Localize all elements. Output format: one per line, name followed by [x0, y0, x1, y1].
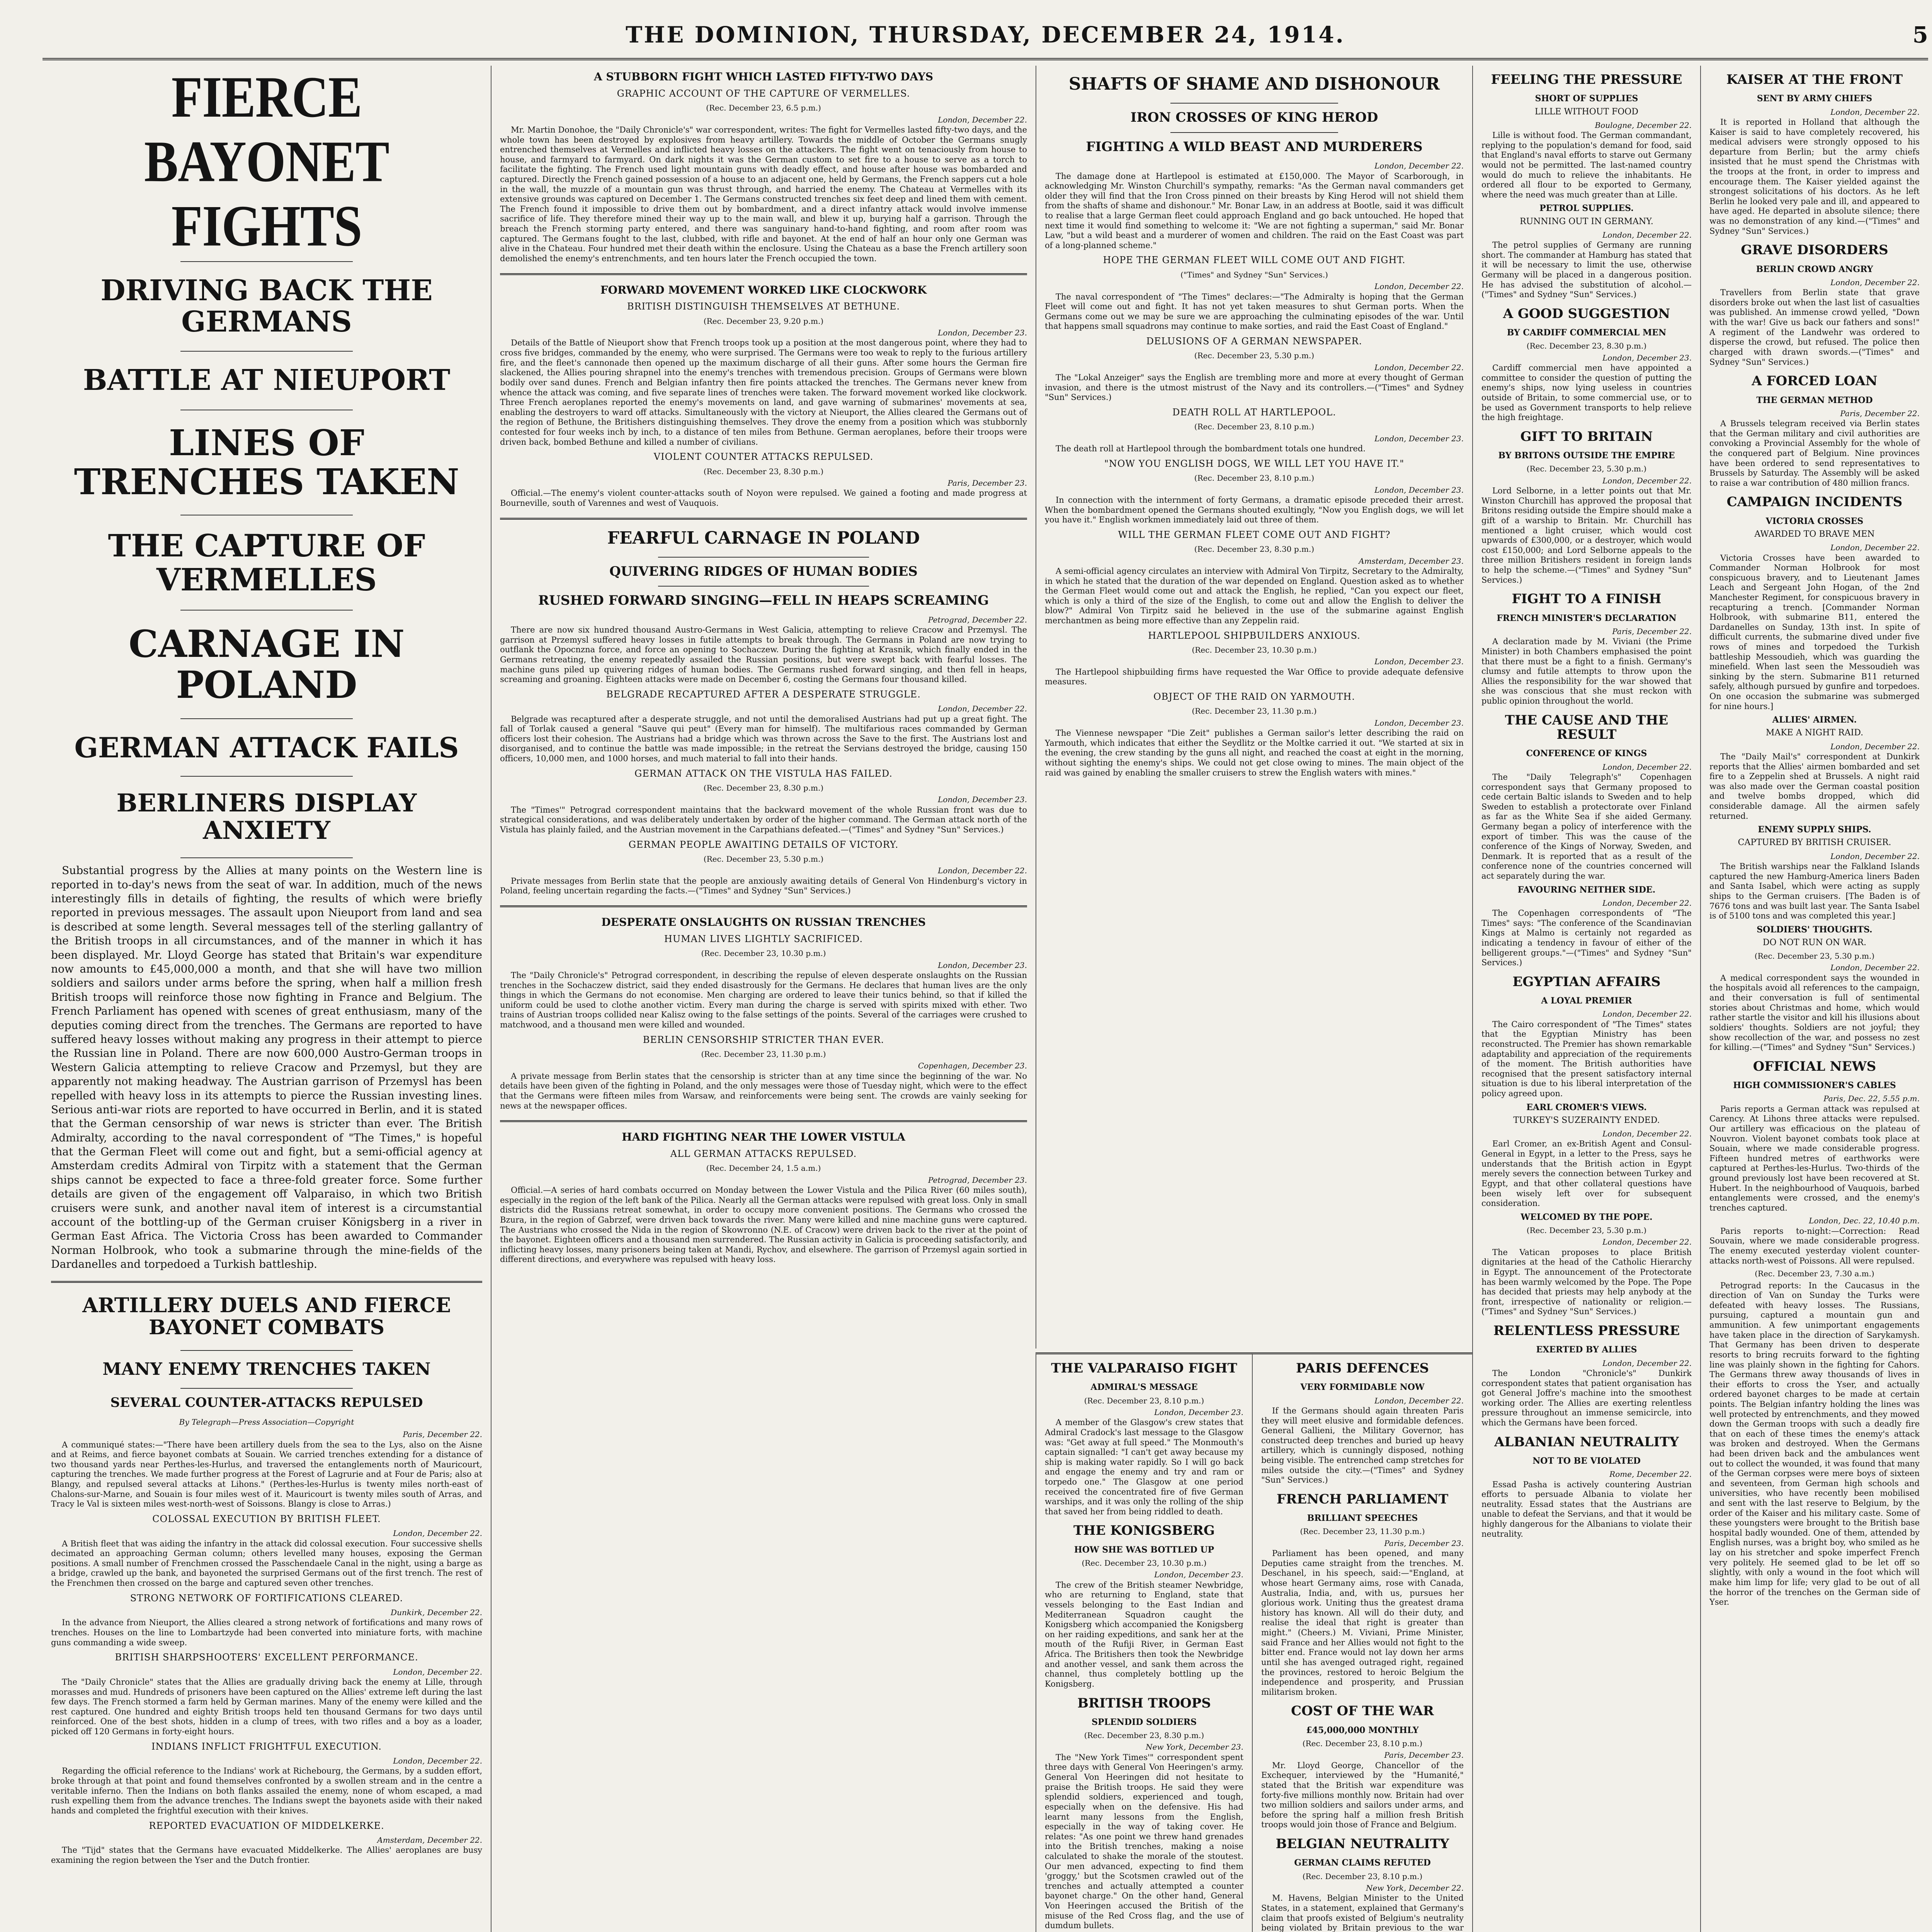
- section-subtitle: FRENCH MINISTER'S DECLARATION: [1497, 613, 1677, 623]
- dateline: London, December 22.: [1830, 742, 1920, 751]
- dateline: London, December 23.: [1154, 1407, 1243, 1417]
- column-3a: [1036, 1352, 1252, 1932]
- section-title: THE CAUSE AND THE RESULT: [1505, 712, 1668, 742]
- received-date: (Rec. December 23, 5.30 p.m.): [1754, 951, 1875, 961]
- divider: [180, 776, 353, 777]
- received-date: (Rec. December 23, 8.10 p.m.): [1302, 1738, 1423, 1748]
- section-title: OFFICIAL NEWS: [1753, 1058, 1876, 1074]
- article-body: The death roll at Hartlepool through the bombardment totals one hundred.: [1056, 444, 1366, 454]
- dateline: London, December 22.: [1602, 1237, 1692, 1247]
- received-date: (Rec. December 23, 11.30 p.m.): [1300, 1527, 1425, 1536]
- article-body: A semi-official agency circulates an interview with Admiral Von Tirpitz, Secretary to the Admiralty, in which he stated that the duration of the war depended on England. Question asked as to whether the German Fleet would come out and attack the English, he replied, "Can you expect our fleet, which is only a third of the size of the English, to come out and allow the English to deliver the blow?" Admiral Von Tirpitz said he believed in the use of the submarine against English merchantmen as being more effective than any Zeppelin raid.: [1045, 566, 1464, 626]
- section-title: "NOW YOU ENGLISH DOGS, WE WILL LET YOU HAVE IT.": [1104, 458, 1405, 469]
- section-title: HARTLEPOOL SHIPBUILDERS ANXIOUS.: [1148, 630, 1361, 641]
- section-subtitle: VICTORIA CROSSES: [1765, 516, 1864, 526]
- article-body: Parliament has been opened, and many Deputies came straight from the trenches. M. Deschanel, in his speech, said:—"England, at whose heart Germany aims, rose with Canada, Australia, India, and, with us, pursues her glorious work. Uniting thus the greatest drama history has known. All will do their duty, and realise the ideal that right is greater than might." (Cheers.) M. Viviani, Prime Minister, said France and her Allies would not fight to the bitter end. France would not lay down her arms until she has avenged outraged right, regained the provinces, restored to heroic Belgium the independence and prosperity, and Prussian militarism broken.: [1261, 1549, 1464, 1697]
- section-title: PETROL SUPPLIES.: [1539, 203, 1634, 214]
- dateline: London, December 22.: [393, 1529, 482, 1538]
- section-title: BRITISH SHARPSHOOTERS' EXCELLENT PERFORMANCE.: [115, 1652, 418, 1663]
- received-date: (Rec. December 23, 8.10 p.m.): [1302, 1871, 1423, 1881]
- headline: ARTILLERY DUELS AND FIERCE BAYONET COMBATS: [82, 1293, 451, 1339]
- headline: THE CAPTURE OF VERMELLES: [108, 527, 425, 598]
- page-number: 5: [1912, 21, 1928, 48]
- column-2: [491, 66, 1036, 1932]
- section-title: STRONG NETWORK OF FORTIFICATIONS CLEARED.: [130, 1592, 403, 1604]
- section-title: OBJECT OF THE RAID ON YARMOUTH.: [1153, 691, 1355, 702]
- section-title: COST OF THE WAR: [1291, 1703, 1434, 1719]
- byline: By Telegraph—Press Association—Copyright: [179, 1417, 354, 1427]
- article-body: Mr. Lloyd George, Chancellor of the Exchequer, interviewed by the "Humanité," stated that the British war expenditure was forty-five millions monthly now. Britain had over two million soldiers and sailors under arms, and before the spring half a million fresh British troops would join those of France and Belgium.: [1261, 1760, 1464, 1830]
- section-subtitle: HUMAN LIVES LIGHTLY SACRIFICED.: [664, 933, 863, 944]
- dateline: Petrograd, December 23.: [928, 1175, 1027, 1185]
- section-subtitle: RUNNING OUT IN GERMANY.: [1520, 216, 1653, 226]
- article-body: Details of the Battle of Nieuport show that French troops took up a position at the most dangerous point, where they had to cross five bridges, commanded by the enemy, who were surprised. The Germans were too weak to reply to the furious artillery fire, and the fleet's cannonade then opened up the maximum discharge of all their guns. After some hours the German fire slackened, the Allies pouring shrapnel into the enemy's trenches with tremendous precision. Groups of Germans were blown bodily over sand dunes. French and Belgian infantry then fire points attacked the trenches. The Germans never knew from whence the attack was coming, and five separate lines of trenches were taken. The forward movement worked like clockwork. Three French aeroplanes reported the enemy's movements on land, and gave warning of submarines' movements at sea, enabling the destroyers to ward off attacks. Simultaneously with the victory at Nieuport, the Allies cleared the Germans out of the region of Bethune, the Britishers distinguishing themselves. They drove the enemy from a position which was stubbornly contested for four weeks inch by inch, to a distance of ten miles from Bethune. German aeroplanes, before their troops were driven back, bombed Bethune and killed a number of civilians.: [500, 338, 1027, 447]
- article-body: A declaration made by M. Viviani (the Prime Minister) in both Chambers emphasised the point that there must be a fight to a finish. Germany's clumsy and futile attempts to throw upon the Allies the responsibility for the war showed that she was conscious that she must reckon with public opinion throughout the world.: [1481, 637, 1692, 706]
- dateline: London, December 22.: [1374, 362, 1464, 372]
- section-title: HOPE THE GERMAN FLEET WILL COME OUT AND FIGHT.: [1103, 255, 1406, 266]
- article-body: The "Tijd" states that the Germans have evacuated Middelkerke. The Allies' aeroplanes are busy examining the region between the Yser and the Dutch frontier.: [51, 1845, 482, 1865]
- section-subtitle: HOW SHE WAS BOTTLED UP: [1074, 1544, 1214, 1555]
- article-body: In connection with the internment of forty Germans, a dramatic episode preceded their arrest. When the bombardment opened the Germans shouted exultingly, "Now you English dogs, we will let you have it." English workmen immediately laid out three of them.: [1045, 495, 1464, 525]
- dateline: London, December 22.: [1602, 762, 1692, 772]
- headline: BATTLE AT NIEUPORT: [83, 364, 451, 397]
- section-title: WILL THE GERMAN FLEET COME OUT AND FIGHT?: [1118, 529, 1391, 540]
- article-body: The crew of the British steamer Newbridge, who are returning to England, state that vessels belonging to the East Indian and Mediterranean Squadron caught the Konigsberg which accompanied the Konigsberg on her raiding expeditions, and sank her at the mouth of the Rufiji River, in German East Africa. The Britishers then took the Newbridge and another vessel, and sank them across the channel, thus completely bottling up the Konigsberg.: [1045, 1580, 1243, 1689]
- dateline: London, December 23.: [1374, 434, 1464, 443]
- section-title: INDIANS INFLICT FRIGHTFUL EXECUTION.: [151, 1741, 382, 1752]
- dateline: London, December 23.: [1154, 1570, 1243, 1580]
- section-subtitle: ADMIRAL'S MESSAGE: [1090, 1382, 1198, 1393]
- section-subtitle: SENT BY ARMY CHIEFS: [1757, 94, 1872, 104]
- article-body: The British warships near the Falkland Islands captured the new Hamburg-America liners Baden and Santa Isabel, which were acting as supply ships to the German cruisers. [The Baden is of 7676 tons and was built last year. The Santa Isabel is of 5100 tons and was completed this year.]: [1709, 862, 1920, 921]
- section-subtitle: BY BRITONS OUTSIDE THE EMPIRE: [1498, 451, 1675, 461]
- article-body: Travellers from Berlin state that grave disorders broke out when the last list of casualties was published. An immense crowd yelled, "Down with the war! Give us back our fathers and sons!" A regiment of the Landwehr was ordered to disperse the crowd, but refused. The police then charged with drawn swords.—("Times" and Sydney "Sun" Services.): [1709, 288, 1920, 367]
- dateline: London, December 22.: [938, 115, 1027, 124]
- article-body: It is reported in Holland that although the Kaiser is said to have completely recovered, his medical advisers were strongly opposed to his departure from Berlin; but the army chiefs insisted that he must spend the Christmas with the troops at the front, in order to impress and encourage them. The Kaiser yielded against the strongest solicitations of his doctors. As he left Berlin he looked very pale and ill, and appeared to have aged. He departed in absolute silence; there was no demonstration of any kind.—("Times" and Sydney "Sun" Services.): [1709, 117, 1920, 236]
- dateline: London, December 22.: [1374, 1396, 1464, 1405]
- dateline: London, December 22.: [1374, 161, 1464, 171]
- article-body: Victoria Crosses have been awarded to Commander Norman Holbrook for most conspicuous bravery, and to Lieutenant James Leach and Sergeant John Hogan, of the 2nd Manchester Regiment, for conspicuous bravery in recapturing a trench. [Commander Norman Holbrook, with submarine B11, entered the Dardanelles on Sunday, 13th inst. In spite of difficult currents, the submarine dived under five rows of mines and torpedoed the Turkish battleship Messoudieh, which was guarding the minefield. When last seen the Messoudieh was sinking by the stern. Submarine B11 returned safely, although pursued by gunfire and torpedoes. On one occasion the submarine was submerged for nine hours.]: [1709, 553, 1920, 711]
- newspaper-page: [43, 66, 1928, 1932]
- received-date: (Rec. December 23, 11.30 p.m.): [701, 1049, 826, 1059]
- article-body: The "Lokal Anzeiger" says the English are trembling more and more at every thought of German invasion, and there is the utmost mistrust of the Navy and its controllers.—("Times" and Sydney "Sun" Services.): [1045, 373, 1464, 402]
- section-title: SOLDIERS' THOUGHTS.: [1757, 924, 1872, 935]
- section-subtitle: EXERTED BY ALLIES: [1536, 1345, 1637, 1355]
- dateline: London, December 22.: [1830, 543, 1920, 553]
- section-subtitle: THE GERMAN METHOD: [1756, 395, 1873, 405]
- article-body: Petrograd reports: In the Caucasus in the direction of Van on Sunday the Turks were defeated with heavy losses. The Russians, pursuing, captured a mountain gun and ammunition. A few unimportant engagements have taken place in the direction of Sarykamysh. That Germany has been driven to desperate resorts to bring recruits forward to the fighting line was plainly shown in the fighting for Cahors. The Germans threw away thousands of lives in their efforts to cross the Yser, and actually ordered bayonet charges to be made at certain points. The Belgian infantry holding the lines was well protected by entrenchments, and they mowed down the German troops with such a deadly fire that on each of these times the enemy's attack was broken and destroyed. When the Germans had been driven back and the ambulances went out to collect the wounded, it was found that many of the German corpses were mere boys of sixteen and seventeen, from German high schools and universities, who have recently been mobilised and sent with the last reserve to Belgium, by the order of the Kaiser and his military caste. Some of these youngsters were brought to the British base hospital badly wounded. One of them, attended by English nurses, was a bright boy, who smiled as he lay on his stretcher and spoke imperfect French very politely. He seemed glad to be let off so slightly, with only a wound in the foot which will make him limp for life; very glad to be out of all the horror of the trenches on the German side of Yser.: [1709, 1281, 1920, 1607]
- section-title: BERLIN CENSORSHIP STRICTER THAN EVER.: [643, 1034, 884, 1045]
- section-subtitle: SHORT OF SUPPLIES: [1535, 94, 1638, 104]
- dateline: Rome, December 22.: [1609, 1469, 1692, 1479]
- received-date: (Rec. December 23, 9.20 p.m.): [703, 316, 824, 326]
- section-subtitle: LILLE WITHOUT FOOD: [1535, 107, 1638, 117]
- section-title: FRENCH PARLIAMENT: [1276, 1491, 1449, 1507]
- section-subtitle: DO NOT RUN ON WAR.: [1762, 937, 1867, 947]
- column-3b: [1252, 1352, 1472, 1932]
- dateline: Copenhagen, December 23.: [918, 1061, 1027, 1071]
- article-body: Cardiff commercial men have appointed a committee to consider the question of putting the enemy's ships, now lying useless in countries outside of Britain, to some commercial use, or to be used as Government transports to help relieve the high freightage.: [1481, 363, 1692, 422]
- section-title: FIGHT TO A FINISH: [1512, 591, 1662, 607]
- article-body: Lille is without food. The German commandant, replying to the population's demand for food, said that England's naval efforts to starve out Germany would not be permitted. The last-named country would do much to relieve the inhabitants. He ordered all flour to be exported to Germany, where the need was much greater than at Lille.: [1481, 131, 1692, 199]
- section-subtitle: VERY FORMIDABLE NOW: [1300, 1382, 1425, 1393]
- dateline: Paris, December 23.: [1384, 1538, 1464, 1548]
- section-title: REPORTED EVACUATION OF MIDDELKERKE.: [149, 1820, 384, 1831]
- column-3: [1036, 66, 1472, 1349]
- dateline: London, December 23.: [1374, 485, 1464, 495]
- masthead: [43, 12, 1928, 60]
- article-body: The London "Chronicle's" Dunkirk correspondent states that patient organisation has got General Joffre's machine into the smoothest working order. The Allies are exerting relentless pressure throughout an immense semicircle, into which the Germans have been forced.: [1481, 1368, 1692, 1427]
- article-body: The "Daily Chronicle" states that the Allies are gradually driving back the enemy at Lille, through morasses and mud. Hundreds of prisoners have been captured on the Allies' extreme left during the last few days. The French stormed a farm held by German marines. Many of the enemy were killed and the rest captured. One hundred and eighty British troops held ten thousand Germans for two days until reinforced. One of the best shots, hidden in a clump of trees, with two rifles and a boy as a loader, picked off 120 Germans in forty-eight hours.: [51, 1677, 482, 1736]
- section-subtitle: HIGH COMMISSIONER'S CABLES: [1733, 1080, 1896, 1091]
- headline: CARNAGE IN POLAND: [128, 622, 405, 707]
- section-title: GIFT TO BRITAIN: [1520, 429, 1653, 444]
- section-title: ENEMY SUPPLY SHIPS.: [1758, 825, 1871, 835]
- divider: [180, 1388, 353, 1389]
- article-body: Belgrade was recaptured after a desperate struggle, and not until the demoralised Austrians had put up a great fight. The fall of Torlak caused a general "Sauve qui peut" (Every man for himself). The multifarious races commanded by German officers lost their cohesion. The Austrians had a bridge which was thrown across the Save to the first. The Austrians lost and disorganised, and to continue the battle was made impossible; in the retreat the Servians destroyed the bridge, causing 150 officers, 10,000 men, and 1000 horses, and much material to fall into their hands.: [500, 714, 1027, 763]
- dateline: London, December 22.: [1602, 1129, 1692, 1139]
- section-subtitle: CONFERENCE OF KINGS: [1526, 748, 1647, 759]
- received-date: (Rec. December 23, 5.30 p.m.): [1526, 1225, 1647, 1235]
- section-subtitle: A LOYAL PREMIER: [1541, 996, 1632, 1006]
- dateline: London, December 23.: [938, 795, 1027, 804]
- section-subtitle: NOT TO BE VIOLATED: [1532, 1456, 1641, 1466]
- dateline: Amsterdam, December 23.: [1359, 556, 1464, 566]
- received-date: (Rec. December 24, 1.5 a.m.): [706, 1163, 821, 1173]
- headline: DRIVING BACK THE GERMANS: [100, 274, 433, 338]
- article-body: The Copenhagen correspondents of "The Times" says: "The conference of the Scandinavian Kings at Malmo is certainly not regarded as indicating a tendency in favour of either of the belligerent groups."—("Times" and Sydney "Sun" Services.): [1481, 908, 1692, 968]
- dateline: London, December 22.: [1830, 963, 1920, 973]
- section-title: EGYPTIAN AFFAIRS: [1512, 974, 1661, 990]
- section-title: BELGIAN NEUTRALITY: [1276, 1836, 1449, 1852]
- headline: GERMAN ATTACK FAILS: [74, 731, 459, 764]
- divider: [180, 351, 353, 352]
- section-title: A STUBBORN FIGHT WHICH LASTED FIFTY-TWO DAYS: [594, 70, 934, 83]
- article-body: Paris reports a German attack was repulsed at Carency. At Lihons three attacks were repulsed. Our artillery was efficacious on the plateau of Nouvron. Violent bayonet combats took place at Souain, where we made considerable progress. Fifteen hundred metres of earthworks were captured at Perthes-les-Hurlus. Two-thirds of the ground previously lost have been recovered at St. Hubert. In the neighbourhood of Vauquois, barbed entanglements were crossed, and the enemy's trenches captured.: [1709, 1104, 1920, 1213]
- masthead-title: THE DOMINION, THURSDAY, DECEMBER 24, 1914.: [626, 21, 1345, 48]
- section-title: FORWARD MOVEMENT WORKED LIKE CLOCKWORK: [600, 283, 927, 296]
- received-date: ("Times" and Sydney "Sun" Services.): [1180, 270, 1328, 279]
- received-date: (Rec. December 23, 11.30 p.m.): [1192, 706, 1317, 716]
- article-body: The "Daily Telegraph's" Copenhagen correspondent says that Germany proposed to cede certain Baltic islands to Sweden and to help Sweden to establish a protectorate over Finland as far as the White Sea if she aided Germany. Germany began a policy of interference with the export of timber. This was the cause of the conference of the Kings of Norway, Sweden, and Denmark. It is reported that as a result of the conference none of the countries concerned will act separately during the war.: [1481, 772, 1692, 881]
- dateline: London, December 22.: [1830, 277, 1920, 287]
- article-body: Private messages from Berlin state that the people are anxiously awaiting details of General Von Hindenburg's victory in Poland, feeling uncertain regarding the facts.—("Times" and Sydney "Sun" Services.): [500, 876, 1027, 896]
- received-date: (Rec. December 23, 8.30 p.m.): [1084, 1731, 1204, 1740]
- headline: RUSHED FORWARD SINGING—FELL IN HEAPS SCREAMING: [538, 593, 989, 609]
- article-body: The damage done at Hartlepool is estimated at £150,000. The Mayor of Scarborough, in acknowledging Mr. Winston Churchill's sympathy, remarks: "As the German naval commanders get older they will find that the Iron Cross pinned on their breasts by King Herod will not shield them from the shafts of shame and dishonour." Mr. Bonar Law, in an address at Bootle, said it was difficult to realise that a large German fleet could approach England and go back untouched. He hoped that next time it would find something to welcome it: "We are not fighting a superman," said Mr. Bonar Law, "but a wild beast and a murderer of women and children. The raid on the East Coast was part of a long-planned scheme.": [1045, 171, 1464, 250]
- received-date: (Rec. December 23, 8.10 p.m.): [1194, 422, 1315, 432]
- section-subtitle: TURKEY'S SUZERAINTY ENDED.: [1513, 1115, 1660, 1125]
- divider: [1170, 132, 1338, 133]
- dateline: London, December 23.: [938, 960, 1027, 970]
- article-body: The Vatican proposes to place British dignitaries at the head of the Catholic Hierarchy in Egypt. The announcement of the Protectorate has been warmly welcomed by the Pope. The Pope has decided that priests may help anybody at the front, irrespective of nationality or religion.—("Times" and Sydney "Sun" Services.): [1481, 1247, 1692, 1316]
- headline-main: FIERCE BAYONET FIGHTS: [144, 66, 389, 259]
- article-body: The "Daily Mail's" correspondent at Dunkirk reports that the Allies' airmen bombarded and set fire to a Zeppelin shed at Brussels. A night raid was also made over the German coastal position and twelve bombs dropped, which did considerable damage. All the airmen safely returned.: [1709, 752, 1920, 821]
- article-body: Mr. Martin Donohoe, the "Daily Chronicle's" war correspondent, writes: The fight for Vermelles lasted fifty-two days, and the whole town has been destroyed by explosives from heavy artillery. Towards the middle of October the Germans snugly entrenched themselves at Vermelles and inflicted heavy losses on the attackers. The fight went on tenaciously from house to house, and farmyard to farmyard. On dark nights it was the German custom to set fire to a house to serve as a torch to facilitate the fighting. The French used light mountain guns with deadly effect, and house after house was bombarded and captured. Directly the French gained possession of a house to an adjacent one, held by Germans, the French sappers cut a hole in the wall, the muzzle of a mountain gun was thrust through, and harried the enemy. The Chateau at Vermelles with its extensive grounds was captured on December 1. The Germans constructed trenches six feet deep and lined them with cement. The French found it impossible to drive them out by bombardment, and a direct infantry attack would involve immense sacrifice of life. They therefore mined their way up to the main wall, and blew it up, burying half a garrison. Through the breach the French storming party entered, and there was sanguinary hand-to-hand fighting, and room after room was captured. The Germans fought to the last, clubbed, with rifle and bayonet. At the end of half an hour only one German was alive in the Chateau. Four hundred met their death within the enclosure. Using the Chateau as a base the French artillery soon demolished the enemy's entrenchments, and ten hours later the French occupied the town.: [500, 125, 1027, 263]
- section-subtitle: £45,000,000 MONTHLY: [1306, 1725, 1419, 1735]
- dateline: London, December 23.: [1374, 718, 1464, 728]
- dateline: London, December 22.: [938, 704, 1027, 714]
- divider: [658, 557, 869, 558]
- section-title: VIOLENT COUNTER ATTACKS REPULSED.: [653, 451, 874, 463]
- received-date: (Rec. December 23, 8.10 p.m.): [1194, 473, 1315, 483]
- section-title: DESPERATE ONSLAUGHTS ON RUSSIAN TRENCHES: [601, 916, 926, 929]
- headline: IRON CROSSES OF KING HEROD: [1130, 110, 1378, 126]
- section-subtitle: AWARDED TO BRAVE MEN: [1754, 529, 1875, 539]
- divider: [180, 718, 353, 719]
- article-body: The "Times'" Petrograd correspondent maintains that the backward movement of the whole Russian front was due to strategical considerations, and was deliberately undertaken by order of the higher command. The German attack north of the Vistula has plainly failed, and the Austrian movement in the Carpathians defeated.—("Times" and Sydney "Sun" Services.): [500, 805, 1027, 834]
- article-body: The Viennese newspaper "Die Zeit" publishes a German sailor's letter describing the raid on Yarmouth, which indicates that either the Seydlitz or the Moltke carried it out. "We started at six in the evening, the crew standing by the guns all night, and reached the coast at eight in the morning, without sighting the enemy's ships. We could not get close owing to mines. The main object of the raid was gained by enabling the smaller cruisers to strew the English waters with mines.": [1045, 728, 1464, 777]
- headline: BERLINERS DISPLAY ANXIETY: [116, 789, 417, 845]
- dateline: London, December 22.: [393, 1756, 482, 1766]
- dateline: New York, December 22.: [1366, 1883, 1464, 1893]
- dateline: London, December 22.: [1830, 107, 1920, 117]
- section-title: BRITISH TROOPS: [1077, 1695, 1211, 1711]
- dateline: London, December 22.: [1602, 1009, 1692, 1019]
- section-subtitle: BERLIN CROWD ANGRY: [1756, 264, 1873, 274]
- article-body: M. Havens, Belgian Minister to the United States, in a statement, explained that Germany's claim that proofs existed of Belgium's neutrality being violated by Britain previous to the war: [1261, 1893, 1464, 1932]
- dateline: London, December 22.: [393, 1667, 482, 1677]
- section-title: FEELING THE PRESSURE: [1491, 72, 1682, 87]
- article-body: Lord Selborne, in a letter points out that Mr. Winston Churchill has approved the proposal that Britons residing outside the Empire should make a gift of a warship to Britain. Mr. Churchill has mentioned a light cruiser, which would cost upwards of £300,000, or a destroyer, which would cost £150,000; and Lord Selborne appeals to the three million Britishers resident in foreign lands to help the scheme.—("Times" and Sydney "Sun" Services.): [1481, 486, 1692, 585]
- article-body: Earl Cromer, an ex-British Agent and Consul-General in Egypt, in a letter to the Press, says he understands that the British action in Egypt merely severs the connection between Turkey and Egypt, and that other collateral questions have been wisely left over for subsequent consideration.: [1481, 1139, 1692, 1208]
- article-body: A medical correspondent says the wounded in the hospitals avoid all references to the campaign, and their conversation is full of sentimental stories about Christmas and home, which would rather startle the visitor and kill his illusions about soldiers' thoughts. Soldiers are not joyful; they show recollection of the war, and possess no zest for killing.—("Times" and Sydney "Sun" Services.): [1709, 973, 1920, 1052]
- section-title: DEATH ROLL AT HARTLEPOOL.: [1172, 407, 1336, 418]
- headline: LINES OF TRENCHES TAKEN: [74, 422, 459, 503]
- article-body: If the Germans should again threaten Paris they will meet elusive and formidable defences. General Gallieni, the Military Governor, has constructed deep trenches and buried up heavy artillery, which is cunningly disposed, nothing being visible. The entrenched camp stretches for miles outside the city.—("Times" and Sydney "Sun" Services.): [1261, 1406, 1464, 1485]
- article-body: The petrol supplies of Germany are running short. The commander at Hamburg has stated that it will be necessary to limit the use, otherwise Germany will be placed in a dangerous position. He has advised the substitution of alcohol.—("Times" and Sydney "Sun" Services.): [1481, 240, 1692, 299]
- section-subtitle: BY CARDIFF COMMERCIAL MEN: [1507, 328, 1667, 338]
- section-title: WELCOMED BY THE POPE.: [1520, 1212, 1653, 1222]
- dateline: London, December 22.: [1602, 230, 1692, 240]
- column-4: [1472, 66, 1700, 1932]
- section-title: DELUSIONS OF A GERMAN NEWSPAPER.: [1146, 336, 1362, 347]
- received-date: (Rec. December 23, 6.5 p.m.): [706, 103, 821, 113]
- lead-paragraph: Substantial progress by the Allies at many points on the Western line is reported in to-day's news from the seat of war. In addition, much of the news interestingly fills in details of fighting, the results of which were briefly reported in previous messages. The assault upon Nieuport from land and sea is described at some length. Several messages tell of the sterling gallantry of the British troops in all circumstances, and of the manner in which it has been displayed. Mr. Lloyd George has stated that Britain's war expenditure now amounts to £45,000,000 a month, and that she will have two million soldiers and sailors under arms before the spring, when half a million fresh British troops will reinforce those now fighting in France and Belgium. The French Parliament has opened with scenes of great enthusiasm, many of the deputies coming direct from the trenches. The Germans are reported to have suffered heavy losses without making any progress in their attempt to pierce the Russian line in Poland. There are now 600,000 Austro-German troops in Western Galicia attempting to relieve Cracow and Przemysl, but they are apparently not making headway. The Austrian garrison of Przemysl has been repelled with heavy loss in its attempts to pierce the Russian investing lines. Serious anti-war riots are reported to have occurred in Berlin, and it is stated that the German censorship of war news is stricter than ever. The British Admiralty, according to the naval correspondent of "The Times," is hopeful that the German Fleet will come out and fight, but a semi-official agency at Amsterdam credits Admiral von Tirpitz with a statement that the German ships cannot be expected to face a three-fold greater force. Some further details are given of the engagement off Valparaiso, in which two British cruisers were sunk, and another naval item of interest is a circumstantial account of the bottling-up of the German cruiser Königsberg in a river in German East Africa. The Victoria Cross has been awarded to Commander Norman Holbrook, who took a submarine through the mine-fields of the Dardanelles and torpedoed a Turkish battleship.: [51, 864, 482, 1271]
- received-date: (Rec. December 23, 8.30 p.m.): [1194, 544, 1315, 554]
- headline: MANY ENEMY TRENCHES TAKEN: [102, 1359, 431, 1379]
- dateline: Paris, December 23.: [1384, 1750, 1464, 1760]
- section-subtitle: GERMAN CLAIMS REFUTED: [1294, 1858, 1431, 1868]
- dateline: London, December 22.: [1374, 282, 1464, 291]
- received-date: (Rec. December 23, 8.30 p.m.): [703, 466, 824, 476]
- divider: [1170, 103, 1338, 104]
- dateline: Paris, December 22.: [403, 1430, 482, 1439]
- section-title: RELENTLESS PRESSURE: [1493, 1323, 1680, 1338]
- lead-summary: [51, 864, 482, 1271]
- article-body: The "Daily Chronicle's" Petrograd correspondent, in describing the repulse of eleven desperate onslaughts on the Russian trenches in the Sochaczew district, said they ended disastrously for the Germans. He declares that human lives are the only things in which the Germans do not economise. Men charging are ordered to leave their tunics behind, so that if killed the uniform could be used to clothe another victim. Every man during the charge is served with spirits mixed with ether. Two trains of Austrian troops collided near Kalisz owing to the false settings of the points. Several of the carriages were crushed to matchwood, and a thousand men were killed and wounded.: [500, 970, 1027, 1030]
- article-body: The Hartlepool shipbuilding firms have requested the War Office to provide adequate defensive measures.: [1045, 667, 1464, 687]
- section-title: GRAVE DISORDERS: [1741, 242, 1888, 258]
- section-title: FAVOURING NEITHER SIDE.: [1517, 884, 1656, 895]
- received-date: (Rec. December 23, 10.30 p.m.): [1192, 645, 1317, 655]
- section-subtitle: BRITISH DISTINGUISH THEMSELVES AT BETHUNE.: [627, 301, 900, 312]
- headline: QUIVERING RIDGES OF HUMAN BODIES: [609, 563, 918, 579]
- received-date: (Rec. December 23, 5.30 p.m.): [703, 854, 824, 864]
- article-body: The naval correspondent of "The Times" declares:—"The Admiralty is hoping that the German Fleet will come out and fight. It has not yet taken measures to shut German ports. When the Germans come out we may be sure we are approaching the culminating episodes of the war. Until that happens small squadrons may continue to make sorties, and raid the East Coast of England.": [1045, 292, 1464, 331]
- dateline: Amsterdam, December 22.: [377, 1835, 482, 1845]
- received-date: (Rec. December 23, 10.30 p.m.): [701, 949, 826, 958]
- received-date: (Rec. December 23, 8.30 p.m.): [1526, 341, 1647, 351]
- double-rule: [500, 905, 1027, 907]
- divider: [658, 586, 869, 587]
- dateline: London, December 22.: [938, 866, 1027, 876]
- section-title: KAISER AT THE FRONT: [1726, 72, 1903, 87]
- section-title: GERMAN ATTACK ON THE VISTULA HAS FAILED.: [634, 768, 893, 779]
- received-date: (Rec. December 23, 5.30 p.m.): [1194, 351, 1315, 361]
- divider: [180, 1350, 353, 1351]
- received-date: (Rec. December 23, 8.30 p.m.): [703, 783, 824, 793]
- section-title: COLOSSAL EXECUTION BY BRITISH FLEET.: [152, 1513, 381, 1524]
- double-rule: [500, 1120, 1027, 1122]
- dateline: London, December 23.: [1374, 657, 1464, 667]
- section-title: GERMAN PEOPLE AWAITING DETAILS OF VICTORY.: [628, 839, 899, 850]
- divider: [180, 610, 353, 611]
- section-title: BELGRADE RECAPTURED AFTER A DESPERATE STRUGGLE.: [606, 689, 921, 700]
- dateline: London, December 22.: [1602, 898, 1692, 908]
- dateline: London, Dec. 22, 10.40 p.m.: [1809, 1216, 1920, 1226]
- dateline: Dunkirk, December 22.: [391, 1608, 482, 1617]
- section-subtitle: SPLENDID SOLDIERS: [1092, 1717, 1197, 1727]
- article-body: Essad Pasha is actively countering Austrian efforts to persuade Albania to violate her neutrality. Essad states that the Austrians are unable to defeat the Servians, and that it would be highly dangerous for the Albanians to violate their neutrality.: [1481, 1480, 1692, 1539]
- article-body: In the advance from Nieuport, the Allies cleared a strong network of fortifications and many rows of trenches. Houses on the line to Lombartzyde had been converted into miniature forts, with machine guns commanding a wide sweep.: [51, 1618, 482, 1647]
- article-body: The "New York Times'" correspondent spent three days with General Von Heeringen's army. General Von Heeringen did not hesitate to praise the British troops. He said they were splendid soldiers, experienced and tough, especially when on the defensive. His had learnt many lessons from the English, especially in the way of taking cover. He relates: "As one point we threw hand grenades into the British trenches, making a noise calculated to shake the morale of the stoutest. Our men advanced, expecting to find them 'groggy,' but the Scotsmen crawled out of the trenches and actually attempted a counter bayonet charge." On the other hand, General Von Heeringen accused the British of the misuse of the Red Cross flag, and the use of dumdum bullets.: [1045, 1752, 1243, 1930]
- dateline: Boulogne, December 22.: [1595, 120, 1692, 130]
- dateline: Paris, December 22.: [1612, 626, 1692, 636]
- article-body: The Cairo correspondent of "The Times" states that the Egyptian Ministry has been reconstructed. The Premier has shown remarkable adaptability and appreciation of the requirements of the moment. The British authorities have recognised that the present satisfactory internal situation is due to his liberal interpretation of the policy agreed upon.: [1481, 1019, 1692, 1099]
- section-title: HARD FIGHTING NEAR THE LOWER VISTULA: [622, 1131, 905, 1144]
- dateline: London, December 23.: [1602, 353, 1692, 362]
- article-body: A member of the Glasgow's crew states that Admiral Cradock's last message to the Glasgow was: "Get away at full speed." The Monmouth's captain signalled: "I can't get away because my ship is making water rapidly. So I will go back and engage the enemy and try and ram or torpedo one." The Glasgow at one period received the concentrated fire of five German warships, and it was only the rolling of the ship that saved her from being riddled to death.: [1045, 1418, 1243, 1516]
- headline: SEVERAL COUNTER-ATTACKS REPULSED: [110, 1395, 423, 1411]
- headline: FIGHTING A WILD BEAST AND MURDERERS: [1086, 139, 1423, 155]
- section-subtitle: CAPTURED BY BRITISH CRUISER.: [1738, 838, 1891, 848]
- section-title: THE VALPARAISO FIGHT: [1051, 1361, 1237, 1376]
- dateline: Petrograd, December 22.: [928, 615, 1027, 624]
- article-body: Official.—A series of hard combats occurred on Monday between the Lower Vistula and the Pilica River (60 miles south), especially in the region of the left bank of the Pilica. Nearly all the German attacks were repulsed with great loss. Only in small districts did the Russians retreat somewhat, in order to occupy more convenient positions. The Germans who crossed the Bzura, in the region of Gabrzef, were driven back towards the river. Many were killed and nine machine guns were captured. The Austrians who crossed the Nida in the region of Skowronno (N.E. of Cracow) were driven back to the river at the point of the bayonet. Eighteen officers and a thousand men surrendered. The Russian activity in Galicia is proceeding satisfactorily, and inflicting heavy losses, many prisoners being taken at Mandi, Rychov, and elsewhere. The garrison of Przemysl again sortied in different directions, and everywhere was repulsed with heavy loss.: [500, 1185, 1027, 1264]
- received-date: (Rec. December 23, 10.30 p.m.): [1082, 1558, 1207, 1568]
- section-title: ALLIES' AIRMEN.: [1772, 715, 1857, 725]
- dateline: New York, December 23.: [1146, 1742, 1243, 1752]
- dateline: London, December 23.: [938, 328, 1027, 338]
- section-subtitle: ALL GERMAN ATTACKS REPULSED.: [670, 1148, 857, 1160]
- article-body: Official.—The enemy's violent counter-attacks south of Noyon were repulsed. We gained a footing and made progress at Bourneville, south of Varennes and west of Vauquois.: [500, 488, 1027, 508]
- article-body: Regarding the official reference to the Indians' work at Richebourg, the Germans, by a sudden effort, broke through at that point and found themselves confronted by a swollen stream and in the centre a veritable inferno. Then the Indians on both flanks assailed the enemy, none of whom escaped, a mad rush expelling them from the advance trenches. The Indians swept the bayonets aside with their naked hands and completed the frightful execution with their knives.: [51, 1766, 482, 1815]
- section-title: THE KONIGSBERG: [1073, 1523, 1215, 1539]
- column-1: [43, 66, 491, 1932]
- column-5: [1700, 66, 1928, 1932]
- headline: FEARFUL CARNAGE IN POLAND: [607, 528, 920, 548]
- section-title: PARIS DEFENCES: [1296, 1361, 1429, 1376]
- section-title: EARL CROMER'S VIEWS.: [1526, 1102, 1647, 1112]
- received-date: (Rec. December 23, 8.10 p.m.): [1084, 1396, 1204, 1405]
- double-rule: [500, 518, 1027, 520]
- double-rule: [500, 273, 1027, 275]
- section-title: A FORCED LOAN: [1752, 373, 1878, 389]
- article-body: A private message from Berlin states that the censorship is stricter than at any time since the beginning of the war. No details have been given of the fighting in Poland, and the only messages were those of Tuesday night, which were to the effect that the Germans were fifteen miles from Warsaw, and reinforcements were being sent. The crowds are vainly seeking for news at the newspaper offices.: [500, 1071, 1027, 1111]
- dateline: Paris, December 23.: [947, 478, 1027, 488]
- section-title: ALBANIAN NEUTRALITY: [1494, 1434, 1679, 1450]
- headline: SHAFTS OF SHAME AND DISHONOUR: [1068, 74, 1440, 94]
- divider: [180, 857, 353, 858]
- double-rule: [51, 1281, 482, 1283]
- section-title: CAMPAIGN INCIDENTS: [1726, 494, 1903, 510]
- article-body: A communiqué states:—"There have been artillery duels from the sea to the Lys, also on the Aisne and at Reims, and fierce bayonet combats at Souain. We carried trenches extending for a distance of two thousand yards near Perthes-les-Hurlus, and traversed the entanglements north of Mauricourt, capturing the trenches. We made further progress at the Forest of Lagrurie and at Four de Paris; also at Blangy, and repulsed several attacks at Lihons." (Perthes-les-Hurlus is twenty miles north-east of Chalons-sur-Marne, and Souain is four miles west of it. Mauricourt is twenty miles south of Arras, and Tracy le Val is sixteen miles west-north-west of Soissons. Blangy is close to Arras.): [51, 1440, 482, 1509]
- dateline: London, December 22.: [1602, 476, 1692, 485]
- received-date: (Rec. December 23, 5.30 p.m.): [1526, 464, 1647, 474]
- dateline: Paris, Dec. 22, 5.55 p.m.: [1823, 1094, 1920, 1104]
- article-body: There are now six hundred thousand Austro-Germans in West Galicia, attempting to relieve Cracow and Przemysl. The garrison at Przemysl suffered heavy losses in futile attempts to break through. The Germans in Poland are now trying to outflank the Opocnzna force, and force an opening to Sochaczew. During the fighting at Krasnik, which finally ended in the Germans retreating, the enemy repeatedly assailed the Russian positions, but were swept back with fearful losses. The machine guns piled up quivering ridges of human bodies. The Germans rushed forward singing, and then fell in heaps, screaming and groaning. Eighteen attacks were made on December 6, costing the Germans four thousand killed.: [500, 625, 1027, 684]
- section-subtitle: BRILLIANT SPEECHES: [1307, 1513, 1418, 1524]
- dateline: London, December 22.: [1830, 851, 1920, 861]
- divider: [180, 261, 353, 262]
- section-title: A GOOD SUGGESTION: [1503, 306, 1670, 321]
- article-body: A Brussels telegram received via Berlin states that the German military and civil authorities are convoking a Provincial Assembly for the whole of the conquered part of Belgium. Nine provinces have been ordered to send representatives to Brussels by Saturday. The Assembly will be asked to raise a war contribution of 480 million francs.: [1709, 419, 1920, 488]
- dateline: Paris, December 22.: [1840, 408, 1920, 418]
- article-body: Paris reports to-night:—Correction: Read Souvain, where we made considerable progress. The enemy executed yesterday violent counter-attacks north-west of Poissons. All were repulsed.: [1709, 1226, 1920, 1265]
- section-subtitle: MAKE A NIGHT RAID.: [1765, 728, 1864, 738]
- article-body: A British fleet that was aiding the infantry in the attack did colossal execution. Four successive shells decimated an approaching German column; others levelled many houses, exposing the German positions. A small number of Frenchmen crossed the Passchendaele Canal in the night, using a barge as a bridge, crawled up the bank, and bayoneted the surprised Germans out of the first trench. The rest of the Frenchmen then crossed on the barge and captured seven other trenches.: [51, 1539, 482, 1588]
- dateline: London, December 22.: [1602, 1358, 1692, 1368]
- section-subtitle: GRAPHIC ACCOUNT OF THE CAPTURE OF VERMELLES.: [617, 88, 910, 99]
- received-date: (Rec. December 23, 7.30 a.m.): [1755, 1269, 1874, 1279]
